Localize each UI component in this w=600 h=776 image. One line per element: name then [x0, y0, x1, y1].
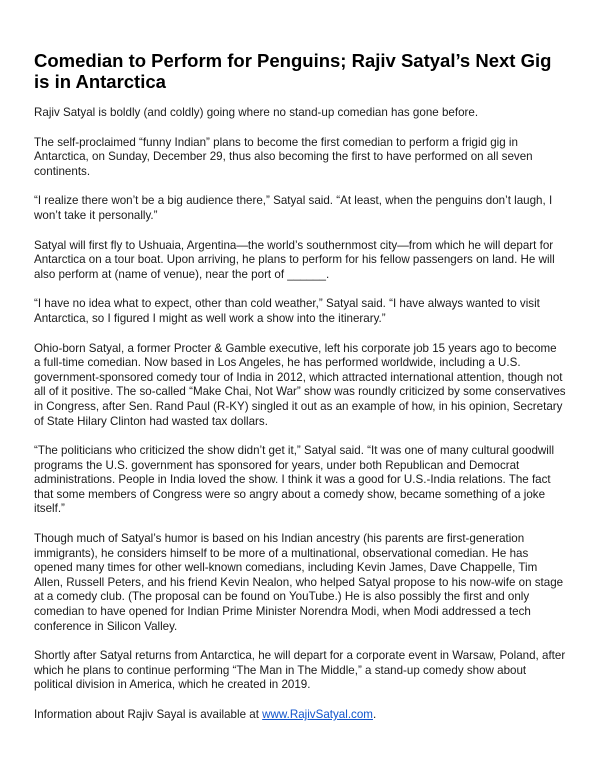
headline: Comedian to Perform for Penguins; Rajiv Satyal’s Next Gig is in Antarctica [34, 50, 552, 92]
info-line [34, 708, 566, 723]
paragraph-quote-audience: “I realize there won’t be a big audience there,” Satyal said. “At least, when the penguins don’t laugh, I won’t take it personally.” [34, 194, 553, 222]
info-prefix: Information about Rajiv Sayal is available at [34, 708, 263, 721]
paragraph-quote-weather: “I have no idea what to expect, other than cold weather,” Satyal said. “I have always wanted to visit Antarctica, so I figured I might as well work a show into the itinerary.” [34, 297, 540, 325]
paragraph-next-event: Shortly after Satyal returns from Antarctica, he will depart for a corporate event in Warsaw, Poland, after which he plans to continue performing “The Man in The Middle,” a stand-up comedy show about political division in America, which he created in 2019. [34, 649, 566, 692]
paragraph-quote-politicians: “The politicians who criticized the show didn’t get it,” Satyal said. “It was one of many cultural goodwill programs the U.S. government has sponsored for years, under both Republican and Democrat administrations. People in India loved the show. I think it was a good for U.S.-India relations. The fact that some members of Congress were so angry about a comedy show, became something of a joke itself.” [34, 444, 555, 516]
paragraph-travel-plans: Satyal will first fly to Ushuaia, Argentina—the world’s southernmost city—from which he will depart for Antarctica on a tour boat. Upon arriving, he plans to perform for his fellow passengers on land. He will also perform at (name of venue), near the port of ______. [34, 238, 555, 281]
paragraph-background: Ohio-born Satyal, a former Procter & Gamble executive, left his corporate job 15 years ago to become a full-time comedian. Now based in Los Angeles, he has performed worldwide, including a U.S. government-sponsored comedy tour of India in 2012, which attracted international attention, though not all of it positive. The so-called “Make Chai, Not War” show was roundly criticized by some conservatives in Congress, after Sen. Rand Paul (R-KY) singled it out as an example of how, in his opinion, Secretary of State Hilary Clinton had wasted tax dollars. [34, 341, 566, 428]
info-suffix: . [372, 708, 377, 721]
paragraph-first-comedian: The self-proclaimed “funny Indian” plans to become the first comedian to perform a frigid gig in Antarctica, on Sunday, December 29, thus also becoming the first to have performed on all seven continents. [34, 135, 533, 178]
paragraph-intro: Rajiv Satyal is boldly (and coldly) going where no stand-up comedian has gone before. [34, 106, 479, 119]
paragraph-career: Though much of Satyal’s humor is based on his Indian ancestry (his parents are first-generation immigrants), he considers himself to be more of a multinational, observational comedian. He has opened many times for other well-known comedians, including Kevin James, Dave Chappelle, Tim Allen, Russell Peters, and his friend Kevin Nealon, who helped Satyal propose to his now-wife on stage at a comedy club. (The proposal can be found on YouTube.) He is also possibly the first and only comedian to have opened for Indian Prime Minister Norendra Modi, when Modi addressed a tech conference in Silicon Valley. [34, 532, 564, 633]
website-link[interactable]: www.RajivSatyal.com [262, 708, 373, 721]
